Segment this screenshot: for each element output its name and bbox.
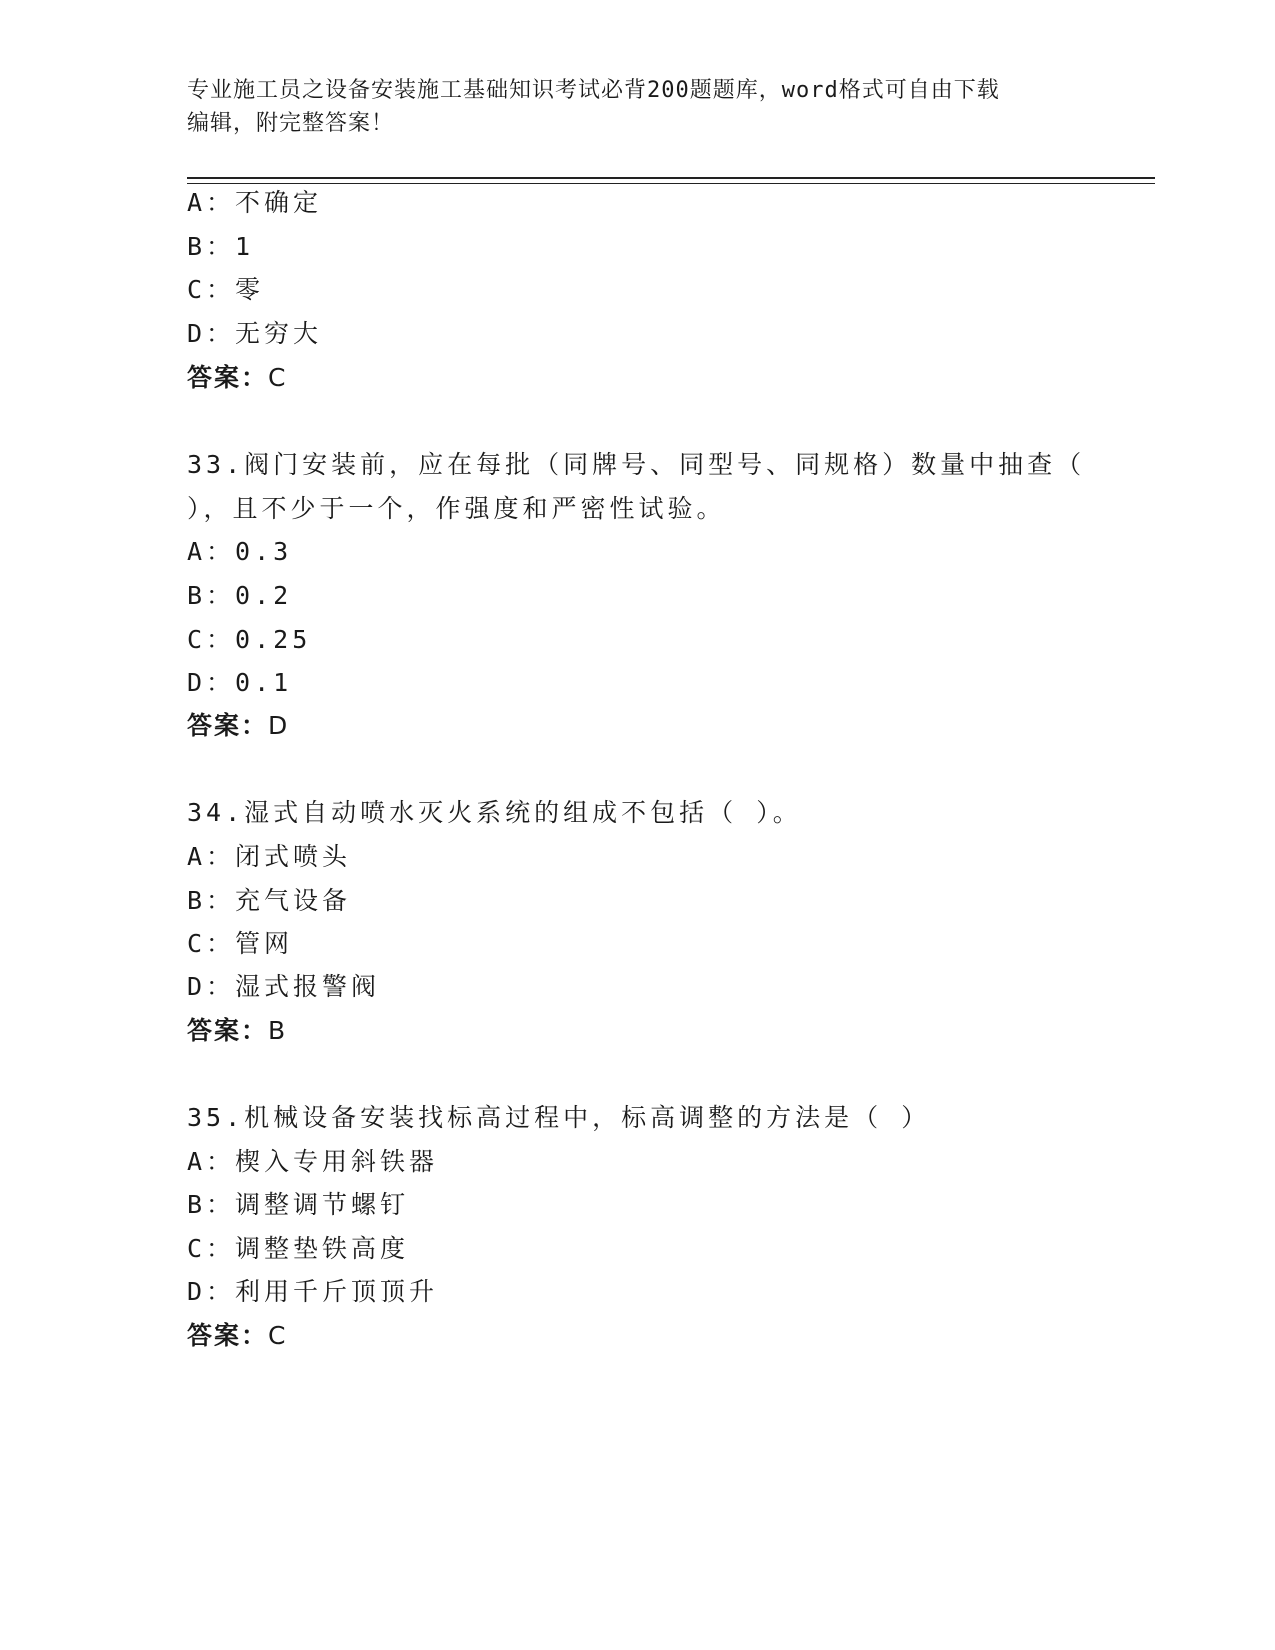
answer-value: C bbox=[268, 363, 287, 392]
q33-option-a: A：0.3 bbox=[187, 537, 293, 566]
q33-stem-line-2: ），且不少于一个，作强度和严密性试验。 bbox=[187, 494, 726, 523]
q35-answer bbox=[187, 1319, 286, 1353]
q34-option-a: A：闭式喷头 bbox=[187, 842, 352, 871]
q34-option-c: C：管网 bbox=[187, 929, 294, 958]
answer-value: D bbox=[268, 711, 289, 740]
q34-answer bbox=[187, 1014, 286, 1048]
answer-label: 答案： bbox=[187, 711, 269, 740]
q32-option-d: D：无穷大 bbox=[187, 319, 323, 348]
answer-label: 答案： bbox=[187, 1321, 269, 1350]
q32-option-a: A：不确定 bbox=[187, 188, 323, 217]
q34-stem-line-1: 34.湿式自动喷水灭火系统的组成不包括（ ）。 bbox=[187, 798, 802, 827]
q35-stem-line-1: 35.机械设备安装找标高过程中，标高调整的方法是（ ） bbox=[187, 1103, 931, 1132]
q35-option-a: A：楔入专用斜铁器 bbox=[187, 1147, 439, 1176]
q35-option-d: D：利用千斤顶顶升 bbox=[187, 1277, 439, 1306]
header-title-line-1: 专业施工员之设备安装施工基础知识考试必背200题题库，word格式可自由下载 bbox=[187, 78, 1000, 103]
q32-option-c: C：零 bbox=[187, 275, 265, 304]
q34-option-b: B：充气设备 bbox=[187, 886, 352, 915]
q33-stem-line-1: 33.阀门安装前，应在每批（同牌号、同型号、同规格）数量中抽查（ bbox=[187, 450, 1086, 479]
answer-value: C bbox=[268, 1321, 287, 1350]
q33-option-c: C：0.25 bbox=[187, 625, 312, 654]
q35-option-b: B：调整调节螺钉 bbox=[187, 1190, 410, 1219]
header-divider-thick bbox=[187, 177, 1155, 179]
q33-answer bbox=[187, 709, 288, 743]
q33-option-d: D：0.1 bbox=[187, 668, 293, 697]
q35-option-c: C：调整垫铁高度 bbox=[187, 1234, 410, 1263]
q34-option-d: D：湿式报警阀 bbox=[187, 972, 381, 1001]
answer-value: B bbox=[268, 1016, 287, 1045]
q32-option-b: B：1 bbox=[187, 232, 255, 261]
document-header bbox=[187, 74, 1067, 140]
answer-label: 答案： bbox=[187, 363, 269, 392]
header-divider-thin bbox=[187, 183, 1155, 184]
header-title-line-2: 编辑，附完整答案！ bbox=[187, 111, 395, 136]
q32-answer bbox=[187, 361, 286, 395]
answer-label: 答案： bbox=[187, 1016, 269, 1045]
q33-option-b: B：0.2 bbox=[187, 581, 293, 610]
